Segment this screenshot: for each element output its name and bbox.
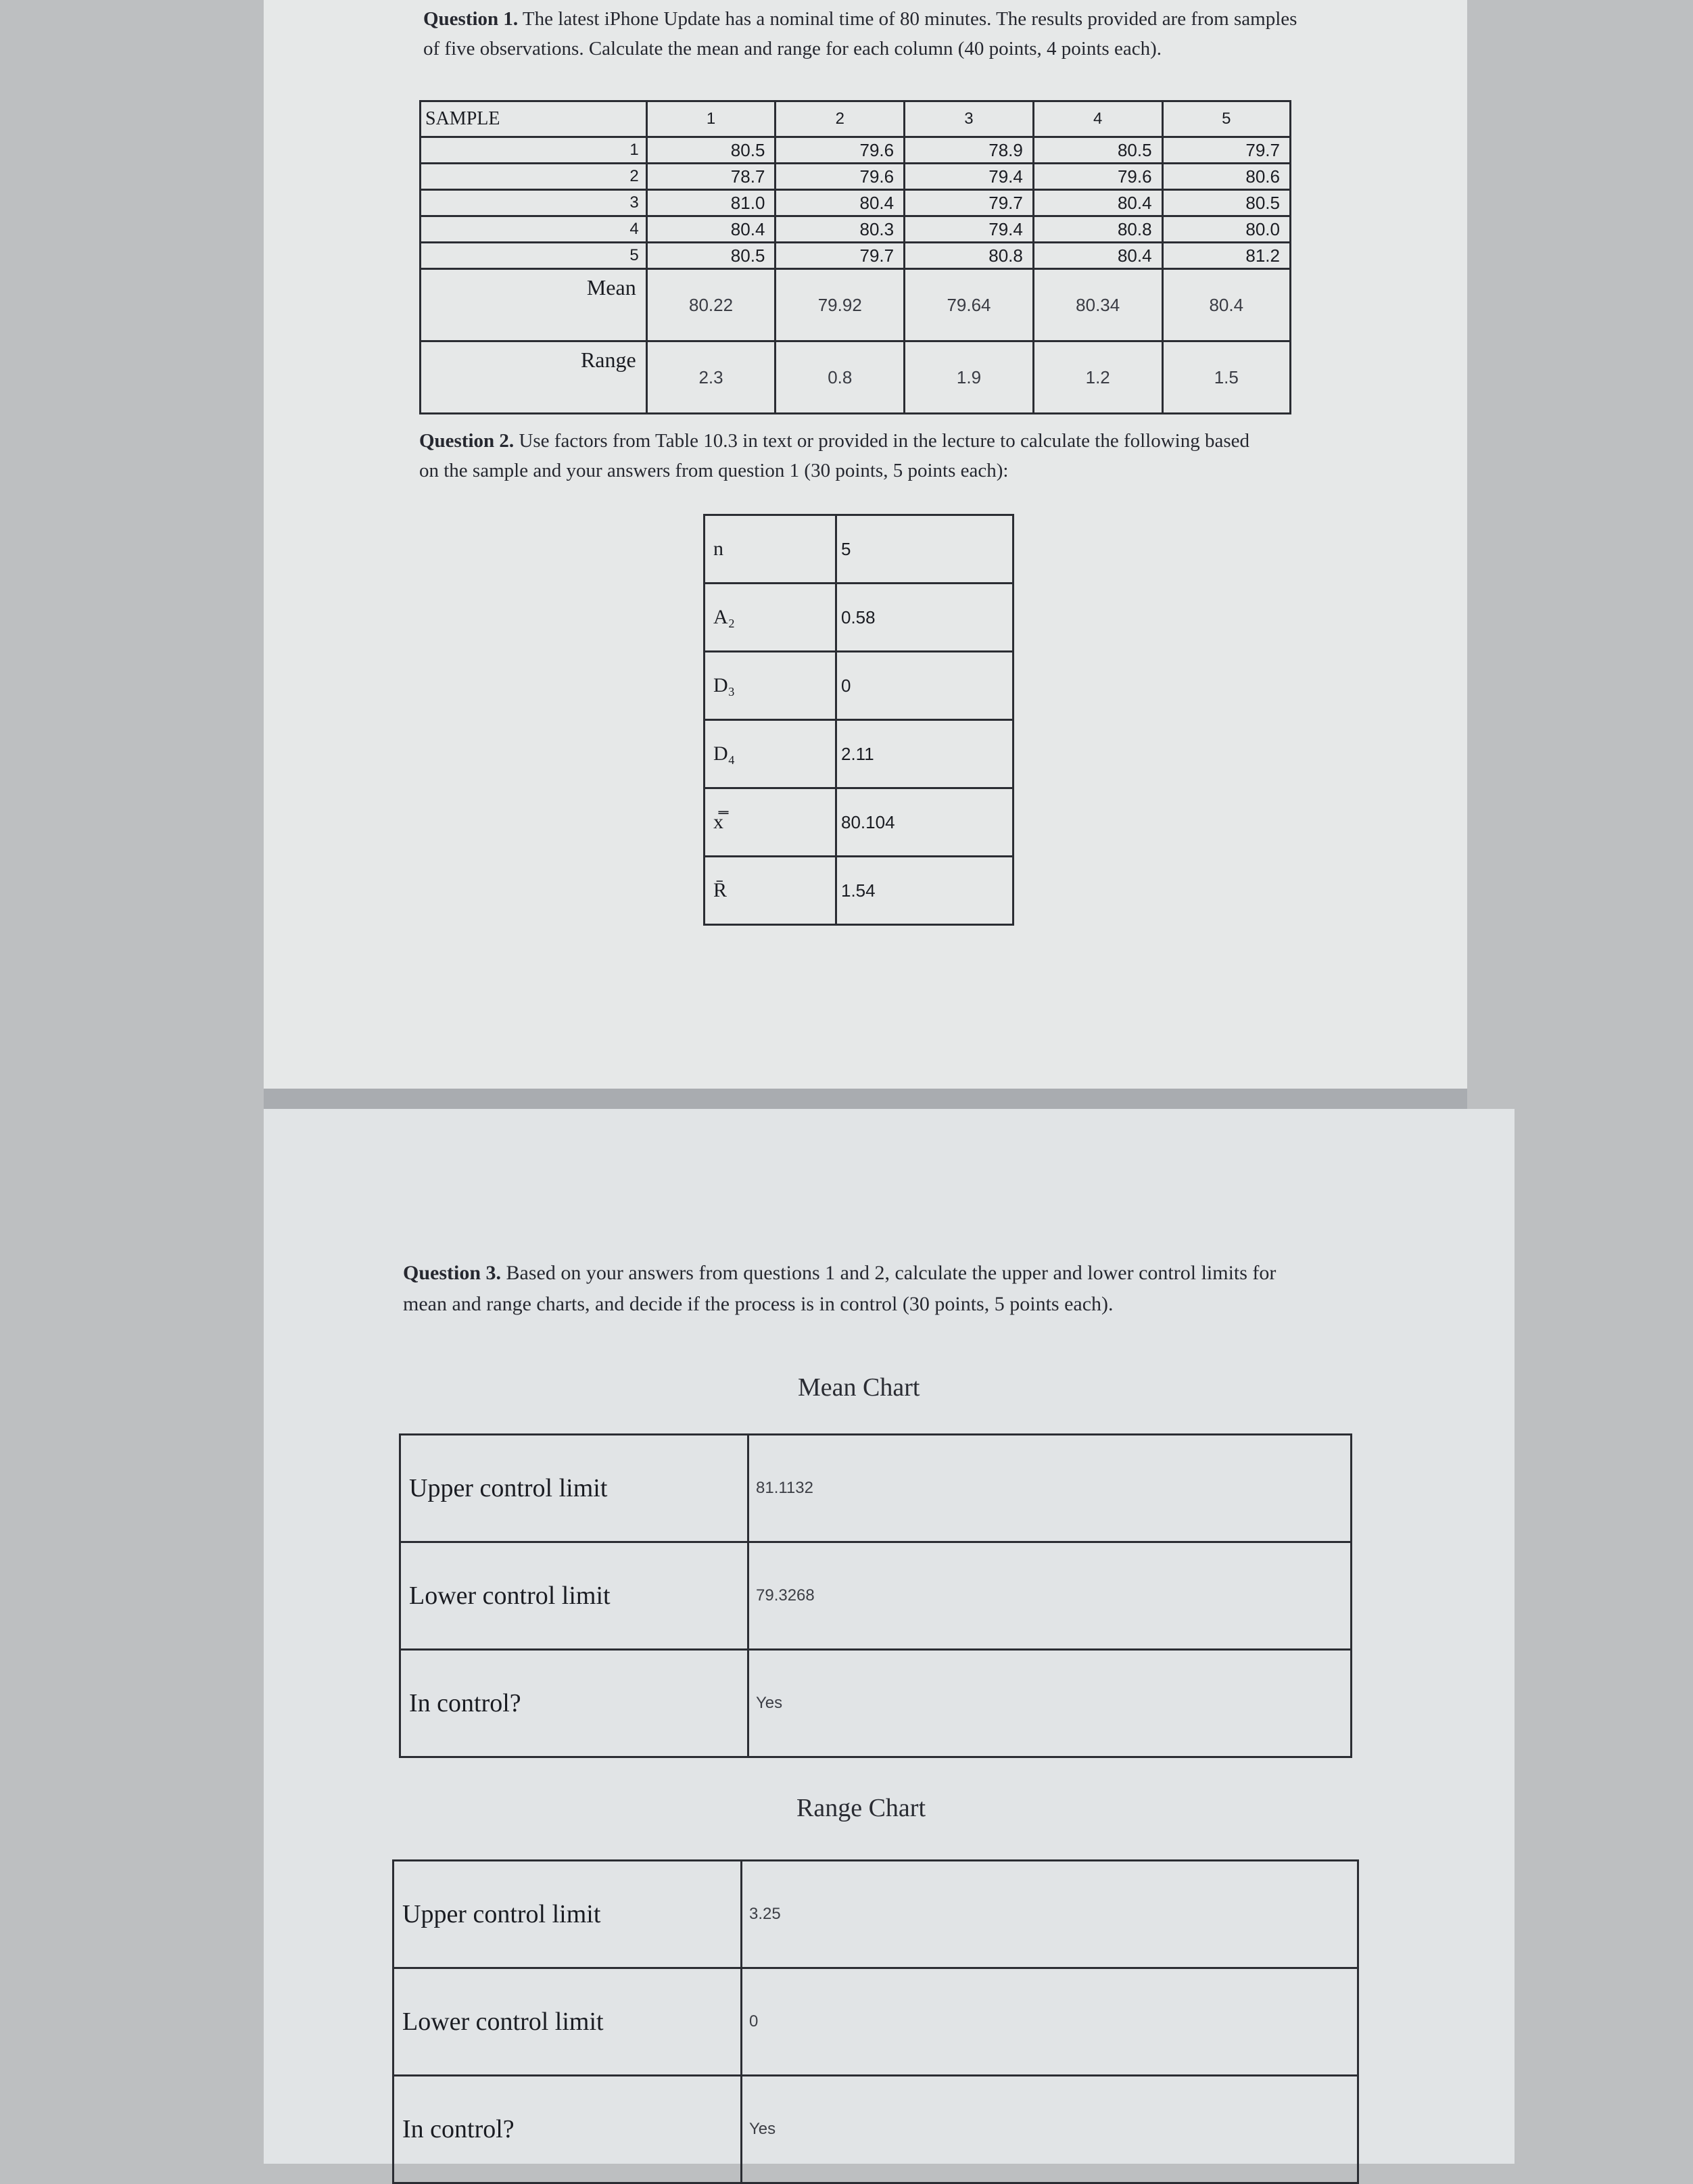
sample-header: SAMPLE bbox=[421, 101, 647, 137]
factors-table bbox=[703, 514, 1014, 926]
factor-label: D₃ bbox=[705, 652, 836, 720]
mean-answer-input[interactable]: 80.4 bbox=[1162, 269, 1290, 341]
question-1-body: The latest iPhone Update has a nominal time of 80 minutes. The results provided are from samples of five observations. Calculate the mean and range for each column (40 points, 4 points each). bbox=[423, 8, 1297, 60]
limit-label: Upper control limit bbox=[400, 1435, 748, 1542]
mean-answer-input[interactable]: 79.92 bbox=[776, 269, 905, 341]
limit-label: In control? bbox=[400, 1650, 748, 1757]
row-label: 3 bbox=[421, 190, 647, 216]
limit-answer-input[interactable]: 81.1132 bbox=[748, 1435, 1352, 1542]
cell-value: 80.4 bbox=[1033, 190, 1162, 216]
question-2-body: Use factors from Table 10.3 in text or provided in the lecture to calculate the following based on the sample and your answers from question 1 (30 points, 5 points each): bbox=[419, 430, 1249, 481]
limit-answer-input[interactable]: 3.25 bbox=[742, 1861, 1358, 1968]
table-row bbox=[421, 243, 1291, 269]
table-row bbox=[400, 1650, 1352, 1757]
range-answer-input[interactable]: 2.3 bbox=[646, 341, 776, 414]
range-chart-table bbox=[392, 1859, 1359, 2184]
cell-value: 79.7 bbox=[905, 190, 1034, 216]
cell-value: 81.2 bbox=[1162, 243, 1290, 269]
cell-value: 78.9 bbox=[905, 137, 1034, 164]
table-row bbox=[394, 2076, 1358, 2183]
table-row bbox=[421, 190, 1291, 216]
table-row bbox=[705, 857, 1014, 925]
cell-value: 80.5 bbox=[1162, 190, 1290, 216]
mean-label: Mean bbox=[421, 269, 647, 341]
page-fold bbox=[264, 1089, 1467, 1109]
limit-label: Lower control limit bbox=[394, 1968, 742, 2076]
cell-value: 79.6 bbox=[776, 137, 905, 164]
range-answer-input[interactable]: 1.9 bbox=[905, 341, 1034, 414]
table-row bbox=[705, 720, 1014, 788]
table-row bbox=[421, 216, 1291, 243]
column-header: 4 bbox=[1033, 101, 1162, 137]
column-header: 3 bbox=[905, 101, 1034, 137]
range-answer-input[interactable]: 0.8 bbox=[776, 341, 905, 414]
factor-label: n bbox=[705, 515, 836, 584]
cell-value: 81.0 bbox=[646, 190, 776, 216]
column-header: 5 bbox=[1162, 101, 1290, 137]
cell-value: 80.5 bbox=[646, 137, 776, 164]
in-control-answer-input[interactable]: Yes bbox=[742, 2076, 1358, 2183]
cell-value: 80.6 bbox=[1162, 164, 1290, 190]
cell-value: 79.7 bbox=[1162, 137, 1290, 164]
cell-value: 80.8 bbox=[905, 243, 1034, 269]
factor-answer-input[interactable]: 1.54 bbox=[836, 857, 1014, 925]
cell-value: 80.4 bbox=[646, 216, 776, 243]
cell-value: 80.5 bbox=[1033, 137, 1162, 164]
factor-answer-input[interactable]: 5 bbox=[836, 515, 1014, 584]
cell-value: 80.3 bbox=[776, 216, 905, 243]
factor-answer-input[interactable]: 80.104 bbox=[836, 788, 1014, 857]
column-header: 1 bbox=[646, 101, 776, 137]
cell-value: 79.6 bbox=[776, 164, 905, 190]
column-header: 2 bbox=[776, 101, 905, 137]
cell-value: 79.4 bbox=[905, 164, 1034, 190]
table-row bbox=[400, 1435, 1352, 1542]
cell-value: 80.5 bbox=[646, 243, 776, 269]
factor-answer-input[interactable]: 0 bbox=[836, 652, 1014, 720]
cell-value: 80.8 bbox=[1033, 216, 1162, 243]
sample-table bbox=[419, 100, 1291, 414]
cell-value: 79.6 bbox=[1033, 164, 1162, 190]
range-chart-title: Range Chart bbox=[796, 1794, 926, 1822]
cell-value: 80.0 bbox=[1162, 216, 1290, 243]
table-row bbox=[705, 652, 1014, 720]
in-control-answer-input[interactable]: Yes bbox=[748, 1650, 1352, 1757]
cell-value: 80.4 bbox=[776, 190, 905, 216]
limit-answer-input[interactable]: 0 bbox=[742, 1968, 1358, 2076]
factor-label: D₄ bbox=[705, 720, 836, 788]
limit-label: In control? bbox=[394, 2076, 742, 2183]
mean-row bbox=[421, 269, 1291, 341]
range-answer-input[interactable]: 1.5 bbox=[1162, 341, 1290, 414]
question-3-number: Question 3. bbox=[403, 1262, 502, 1284]
row-label: 1 bbox=[421, 137, 647, 164]
table-row bbox=[421, 164, 1291, 190]
cell-value: 80.4 bbox=[1033, 243, 1162, 269]
cell-value: 79.4 bbox=[905, 216, 1034, 243]
mean-chart-table bbox=[399, 1433, 1352, 1758]
cell-value: 79.7 bbox=[776, 243, 905, 269]
row-label: 5 bbox=[421, 243, 647, 269]
question-1-text bbox=[423, 4, 1302, 64]
factor-label: R̄ bbox=[705, 857, 836, 925]
mean-answer-input[interactable]: 79.64 bbox=[905, 269, 1034, 341]
cell-value: 78.7 bbox=[646, 164, 776, 190]
range-label: Range bbox=[421, 341, 647, 414]
factor-answer-input[interactable]: 0.58 bbox=[836, 584, 1014, 652]
question-3-text bbox=[403, 1258, 1295, 1320]
question-2-number: Question 2. bbox=[419, 430, 515, 452]
range-row bbox=[421, 341, 1291, 414]
factor-answer-input[interactable]: 2.11 bbox=[836, 720, 1014, 788]
table-row bbox=[400, 1542, 1352, 1650]
factor-label: A₂ bbox=[705, 584, 836, 652]
table-row bbox=[394, 1968, 1358, 2076]
limit-label: Lower control limit bbox=[400, 1542, 748, 1650]
table-row bbox=[421, 137, 1291, 164]
question-3-body: Based on your answers from questions 1 and 2, calculate the upper and lower control limits for mean and range charts, and decide if the process is in control (30 points, 5 points each). bbox=[403, 1262, 1277, 1315]
table-row bbox=[705, 584, 1014, 652]
mean-answer-input[interactable]: 80.34 bbox=[1033, 269, 1162, 341]
question-1-number: Question 1. bbox=[423, 8, 519, 30]
mean-answer-input[interactable]: 80.22 bbox=[646, 269, 776, 341]
table-row bbox=[705, 515, 1014, 584]
limit-answer-input[interactable]: 79.3268 bbox=[748, 1542, 1352, 1650]
table-row bbox=[705, 788, 1014, 857]
question-2-text bbox=[419, 426, 1264, 485]
row-label: 2 bbox=[421, 164, 647, 190]
factor-label: x̿ bbox=[705, 788, 836, 857]
table-row bbox=[394, 1861, 1358, 1968]
row-label: 4 bbox=[421, 216, 647, 243]
range-answer-input[interactable]: 1.2 bbox=[1033, 341, 1162, 414]
limit-label: Upper control limit bbox=[394, 1861, 742, 1968]
mean-chart-title: Mean Chart bbox=[798, 1373, 920, 1402]
